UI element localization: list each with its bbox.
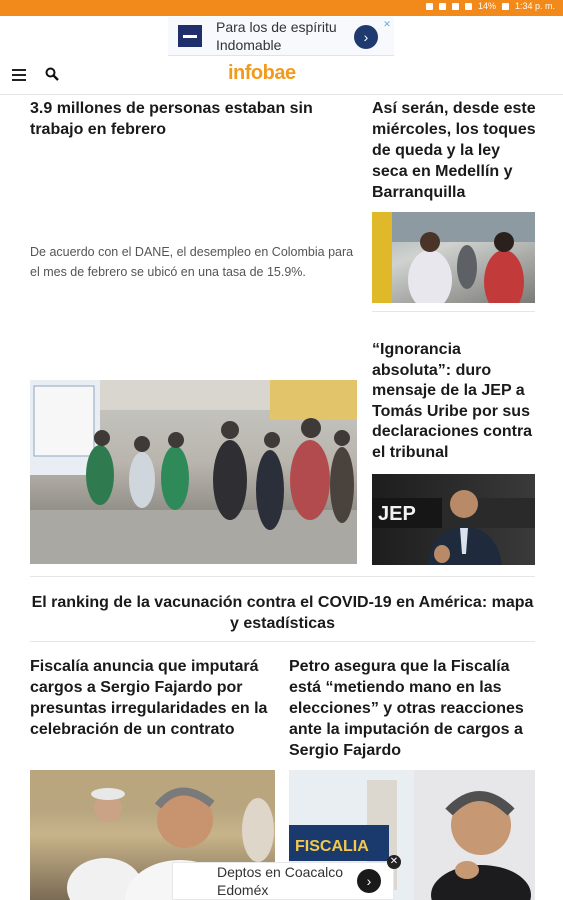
divider bbox=[30, 641, 535, 642]
jep-illustration bbox=[372, 474, 535, 565]
article-headline[interactable]: “Ignorancia absoluta”: duro mensaje de la JEP a Tomás Uribe por sus declaraciones contra el tribunal bbox=[372, 341, 533, 461]
ad-text: Para los de espíritu Indomable bbox=[216, 19, 337, 53]
bluetooth-icon bbox=[439, 3, 446, 10]
mute-icon bbox=[452, 3, 459, 10]
ad-arrow-button[interactable]: › bbox=[354, 25, 378, 49]
divider bbox=[372, 311, 535, 312]
ad-choices-icon[interactable]: ✕ bbox=[383, 19, 391, 29]
battery-icon bbox=[502, 3, 509, 10]
status-icons bbox=[426, 1, 555, 11]
article-headline[interactable]: Así serán, desde este miércoles, los toques de queda y la ley seca en Medellín y Barranquilla bbox=[372, 100, 536, 201]
article-headline[interactable]: El ranking de la vacunación contra el COVID-19 en América: mapa y estadísticas bbox=[31, 594, 534, 632]
clock: 1:34 p. m. bbox=[514, 1, 555, 11]
street-illustration bbox=[372, 212, 535, 303]
article-headline[interactable]: 3.9 millones de personas estaban sin trabajo en febrero bbox=[30, 100, 313, 138]
hamburger-menu-icon[interactable] bbox=[12, 69, 26, 81]
jep-sign-text: JEP bbox=[378, 503, 416, 525]
article-headline[interactable]: Petro asegura que la Fiscalía está “metiendo mano en las elecciones” y otras reacciones ante la imputación de cargos a Sergio Fajardo bbox=[289, 658, 524, 759]
crowd-illustration bbox=[30, 380, 357, 564]
alarm-icon bbox=[426, 3, 433, 10]
ad-brand-logo bbox=[178, 25, 202, 47]
ad-arrow-button[interactable]: › bbox=[357, 869, 381, 893]
bottom-ad-banner[interactable] bbox=[172, 862, 394, 900]
ad-close-icon[interactable]: ✕ bbox=[387, 855, 401, 869]
battery-percent: 14% bbox=[477, 1, 496, 11]
top-ad-banner[interactable] bbox=[168, 17, 394, 56]
divider bbox=[30, 576, 535, 577]
search-icon[interactable] bbox=[45, 67, 59, 81]
site-header bbox=[0, 56, 563, 95]
article-photo-masked-people[interactable] bbox=[372, 212, 535, 303]
wifi-icon bbox=[465, 3, 472, 10]
article-photo-job-fair[interactable] bbox=[30, 380, 357, 564]
site-logo[interactable]: infobae bbox=[228, 62, 296, 84]
status-bar bbox=[0, 0, 563, 16]
article-headline[interactable]: Fiscalía anuncia que imputará cargos a Sergio Fajardo por presuntas irregularidades en la celebración de un contrato bbox=[30, 658, 268, 738]
fiscalia-sign-text: FISCALIA bbox=[295, 838, 369, 855]
article-photo-jep[interactable] bbox=[372, 474, 535, 565]
article-summary: De acuerdo con el DANE, el desempleo en Colombia para el mes de febrero se ubicó en una tasa de 15.9%. bbox=[30, 245, 354, 279]
ad-text: Deptos en Coacalco Edoméx bbox=[217, 864, 344, 898]
